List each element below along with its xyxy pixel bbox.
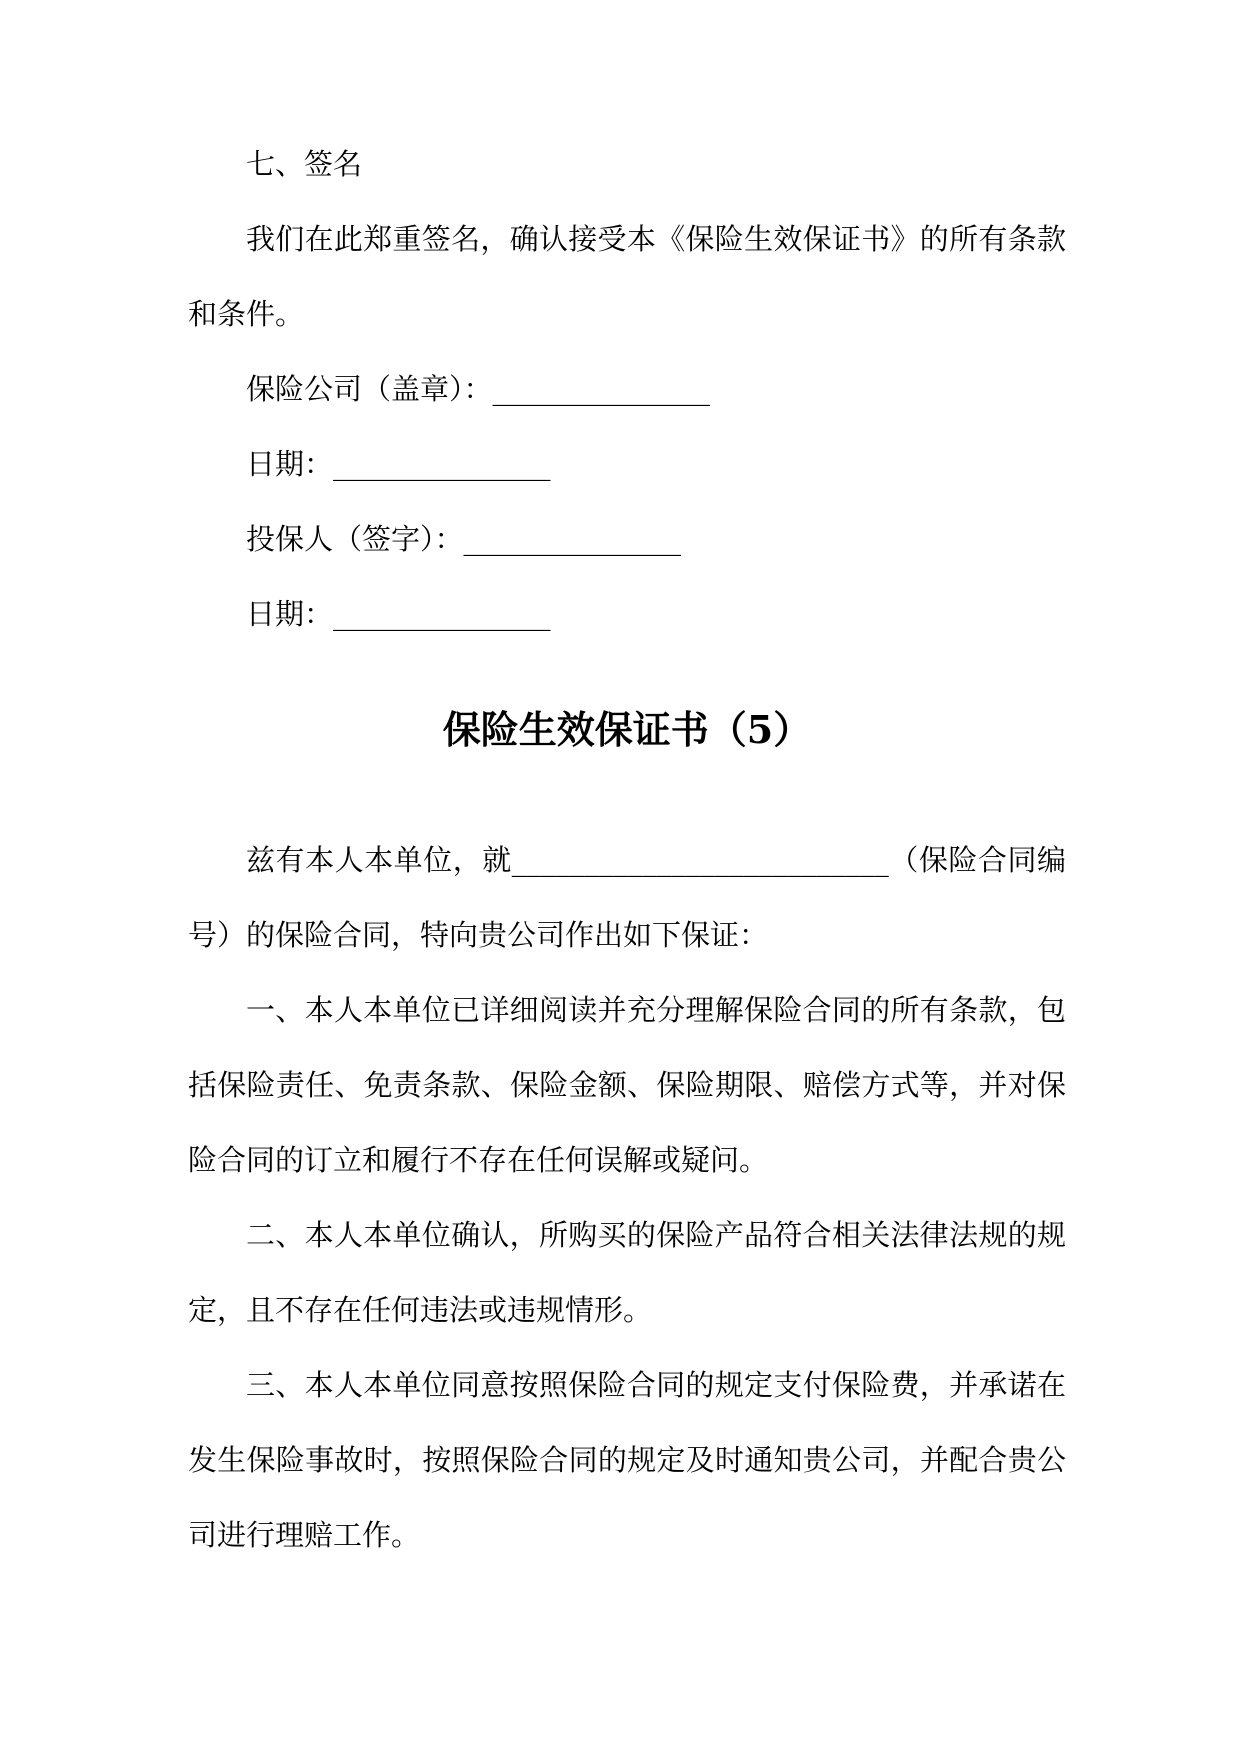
insurer-date-blank[interactable]: _______________ bbox=[333, 447, 551, 481]
insurer-seal-blank[interactable]: _______________ bbox=[492, 372, 711, 406]
policyholder-date-field-row bbox=[188, 577, 1066, 652]
insurer-date-label: 日期： bbox=[246, 447, 334, 481]
clause-paragraph-2: 二、本人本单位确认，所购买的保险产品符合相关法律法规的规定，且不存在任何违法或违规情形。 bbox=[188, 1218, 1066, 1327]
opening-prefix: 兹有本人本单位，就 bbox=[246, 843, 512, 877]
clause-paragraph-3: 三、本人本单位同意按照保险合同的规定支付保险费，并承诺在发生保险事故时，按照保险合同的规定及时通知贵公司，并配合贵公司进行理赔工作。 bbox=[188, 1368, 1066, 1552]
clause-paragraph-1: 一、本人本单位已详细阅读并充分理解保险合同的所有条款，包括保险责任、免责条款、保险金额、保险期限、赔偿方式等，并对保险合同的订立和履行不存在任何误解或疑问。 bbox=[188, 993, 1066, 1177]
policyholder-signature-field-row bbox=[188, 502, 1066, 577]
opening-suffix: （保险合同编号）的保险合同，特向贵公司作出如下保证： bbox=[188, 843, 1066, 952]
policyholder-signature-blank[interactable]: _______________ bbox=[463, 522, 682, 556]
signature-section-heading: 七、签名 bbox=[246, 147, 363, 181]
policyholder-date-blank[interactable]: _______________ bbox=[333, 597, 551, 631]
document-title: 保险生效保证书（5） bbox=[442, 707, 812, 752]
opening-paragraph bbox=[188, 823, 1066, 973]
signature-statement: 我们在此郑重签名，确认接受本《保险生效保证书》的所有条款和条件。 bbox=[188, 222, 1066, 331]
contract-number-blank[interactable]: __________________________ bbox=[511, 843, 889, 877]
policyholder-date-label: 日期： bbox=[246, 597, 334, 631]
policyholder-signature-label: 投保人（签字）： bbox=[246, 522, 464, 556]
insurer-seal-field-row bbox=[188, 352, 1066, 427]
insurer-seal-label: 保险公司（盖章）： bbox=[246, 372, 493, 406]
insurer-date-field-row bbox=[188, 427, 1066, 502]
